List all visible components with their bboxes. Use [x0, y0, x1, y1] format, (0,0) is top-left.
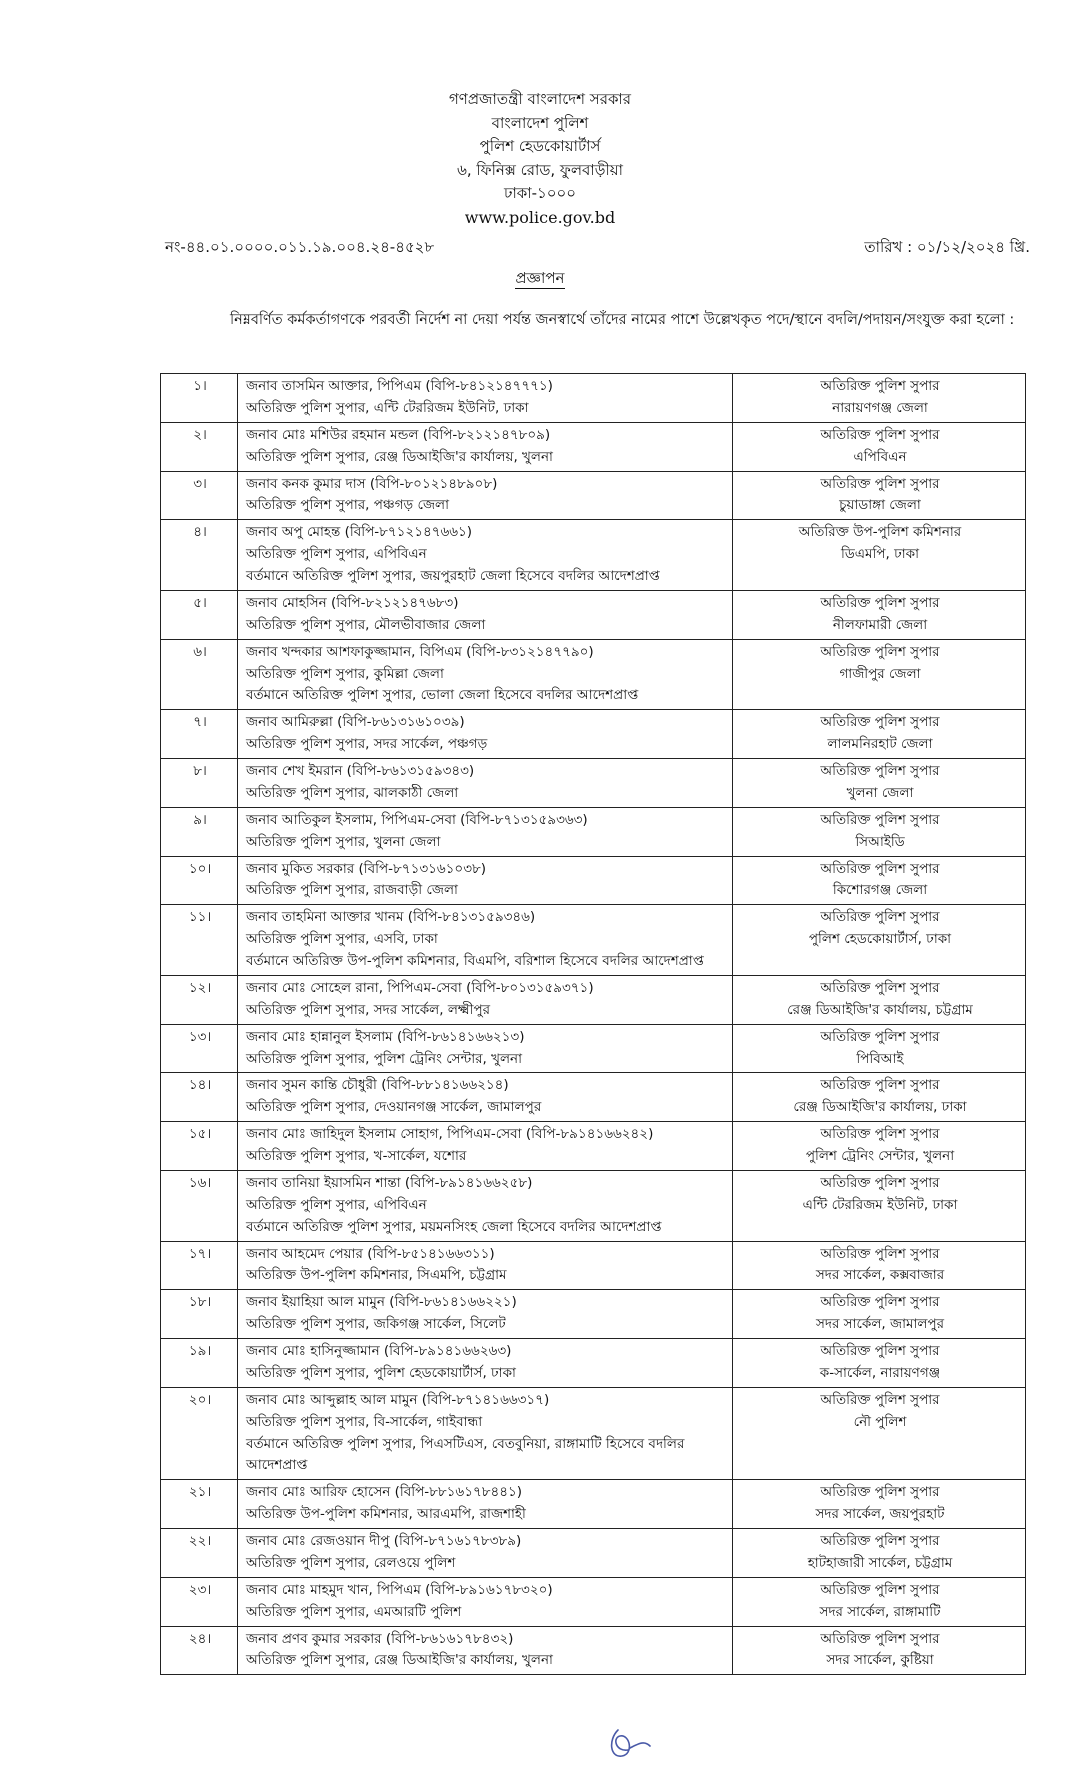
- new-post-title: অতিরিক্ত পুলিশ সুপার: [820, 378, 940, 394]
- officer-details: [238, 422, 733, 471]
- officer-name: জনাব আমিরুল্লা (বিপি-৮৬১৩১৬১০৩৯): [246, 714, 465, 731]
- serial-number: ৮।: [161, 759, 238, 808]
- new-posting: [733, 520, 1026, 591]
- serial-number: ৭।: [161, 710, 238, 759]
- officer-note: বর্তমানে অতিরিক্ত পুলিশ সুপার, জয়পুরহাট জেলা হিসেবে বদলির আদেশপ্রাপ্ত: [246, 568, 660, 584]
- new-posting: [733, 1577, 1026, 1626]
- transfer-table: [160, 373, 1026, 1675]
- new-posting: [733, 905, 1026, 976]
- officer-post: অতিরিক্ত পুলিশ সুপার, খুলনা জেলা: [246, 833, 441, 850]
- table-row: [161, 759, 1026, 808]
- officer-post: অতিরিক্ত পুলিশ সুপার, রেলওয়ে পুলিশ: [246, 1554, 456, 1571]
- officer-name: জনাব মোঃ হান্নানুল ইসলাম (বিপি-৮৬১৪১৬৬২১৩): [246, 1028, 525, 1045]
- new-posting: [733, 856, 1026, 905]
- officer-details: [238, 1626, 733, 1675]
- table-row: [161, 1387, 1026, 1480]
- transfer-table-body: [161, 374, 1026, 1675]
- officer-details: [238, 975, 733, 1024]
- new-post-location: হাটহাজারী সার্কেল, চট্টগ্রাম: [807, 1554, 953, 1571]
- new-post-location: লালমনিরহাট জেলা: [827, 736, 933, 753]
- officer-details: [238, 1170, 733, 1241]
- serial-number: ১।: [161, 374, 238, 423]
- new-post-title: অতিরিক্ত পুলিশ সুপার: [820, 860, 940, 877]
- officer-post: অতিরিক্ত পুলিশ সুপার, জকিগঞ্জ সার্কেল, সিলেট: [246, 1316, 506, 1333]
- new-posting: [733, 1170, 1026, 1241]
- officer-post: অতিরিক্ত পুলিশ সুপার, এমআরটি পুলিশ: [246, 1603, 462, 1620]
- new-post-location: সদর সার্কেল, কুষ্টিয়া: [826, 1652, 934, 1669]
- new-post-location: সদর সার্কেল, জামালপুর: [815, 1316, 945, 1333]
- officer-name: জনাব আতিকুল ইসলাম, পিপিএম-সেবা (বিপি-৮৭১৩১৫৯৩৬৩): [246, 811, 588, 828]
- new-post-location: চুয়াডাঙ্গা জেলা: [839, 497, 921, 514]
- table-row: [161, 807, 1026, 856]
- new-post-location: সদর সার্কেল, জয়পুরহাট: [815, 1506, 945, 1523]
- serial-number: ১৬।: [161, 1170, 238, 1241]
- new-post-location: নারায়ণগঞ্জ জেলা: [832, 399, 928, 416]
- officer-name: জনাব শেখ ইমরান (বিপি-৮৬১৩১৫৯৩৪৩): [246, 763, 475, 779]
- new-post-title: অতিরিক্ত পুলিশ সুপার: [820, 763, 940, 779]
- table-row: [161, 422, 1026, 471]
- officer-post: অতিরিক্ত পুলিশ সুপার, পঞ্চগড় জেলা: [246, 497, 450, 514]
- officer-post: অতিরিক্ত পুলিশ সুপার, পুলিশ ট্রেনিং সেন্টার, খুলনা: [246, 1050, 523, 1067]
- officer-note: বর্তমানে অতিরিক্ত পুলিশ সুপার, পিএসটিএস, বেতবুনিয়া, রাঙ্গামাটি হিসেবে বদলির আদেশপ্রাপ্ত: [246, 1435, 685, 1474]
- new-post-title: অতিরিক্ত পুলিশ সুপার: [820, 1294, 940, 1311]
- serial-number: ৫।: [161, 590, 238, 639]
- table-row: [161, 1290, 1026, 1339]
- officer-name: জনাব মোঃ সোহেল রানা, পিপিএম-সেবা (বিপি-৮০১৩১৫৯৩৭১): [246, 979, 594, 996]
- serial-number: ৬।: [161, 639, 238, 710]
- officer-post: অতিরিক্ত পুলিশ সুপার, মৌলভীবাজার জেলা: [246, 616, 486, 633]
- officer-name: জনাব তাহমিনা আক্তার খানম (বিপি-৮৪১৩১৫৯৩৪৬): [246, 909, 536, 926]
- table-row: [161, 1529, 1026, 1578]
- new-posting: [733, 590, 1026, 639]
- new-post-location: ডিএমপি, ঢাকা: [840, 546, 920, 563]
- officer-name: জনাব মোঃ মশিউর রহমান মন্ডল (বিপি-৮২১২১৪৭৮০৯): [246, 426, 551, 443]
- new-posting: [733, 1480, 1026, 1529]
- new-post-location: নৌ পুলিশ: [853, 1413, 907, 1430]
- officer-details: [238, 1024, 733, 1073]
- table-row: [161, 639, 1026, 710]
- table-row: [161, 471, 1026, 520]
- new-post-title: অতিরিক্ত পুলিশ সুপার: [820, 1028, 940, 1045]
- officer-details: [238, 1339, 733, 1388]
- new-posting: [733, 1073, 1026, 1122]
- new-post-location: পুলিশ হেডকোয়ার্টার্স, ঢাকা: [808, 931, 952, 948]
- new-posting: [733, 422, 1026, 471]
- serial-number: ১৩।: [161, 1024, 238, 1073]
- officer-details: [238, 905, 733, 976]
- table-row: [161, 856, 1026, 905]
- officer-name: জনাব অপু মোহন্ত (বিপি-৮৭১২১৪৭৬৬১): [246, 524, 473, 541]
- serial-number: ২৩।: [161, 1577, 238, 1626]
- officer-name: জনাব খন্দকার আশফাকুজ্জামান, বিপিএম (বিপি-৮৩১২১৪৭৭৯০): [246, 643, 594, 660]
- website-link[interactable]: www.police.gov.bd: [464, 207, 616, 227]
- officer-note: বর্তমানে অতিরিক্ত উপ-পুলিশ কমিশনার, বিএমপি, বরিশাল হিসেবে বদলির আদেশপ্রাপ্ত: [246, 953, 704, 969]
- officer-post: অতিরিক্ত উপ-পুলিশ কমিশনার, সিএমপি, চট্টগ্রাম: [246, 1267, 507, 1284]
- officer-name: জনাব তানিয়া ইয়াসমিন শান্তা (বিপি-৮৯১৪১৬৬২৫৮): [246, 1174, 533, 1191]
- govt-title: গণপ্রজাতন্ত্রী বাংলাদেশ সরকার: [448, 90, 632, 108]
- new-posting: [733, 1529, 1026, 1578]
- new-post-location: ক-সার্কেল, নারায়ণগঞ্জ: [819, 1364, 941, 1381]
- serial-number: ৩।: [161, 471, 238, 520]
- new-post-title: অতিরিক্ত পুলিশ সুপার: [820, 1174, 940, 1191]
- new-post-location: রেঞ্জ ডিআইজি'র কার্যালয়, চট্টগ্রাম: [787, 1001, 973, 1018]
- new-posting: [733, 1290, 1026, 1339]
- city-line: ঢাকা-১০০০: [503, 184, 577, 202]
- new-post-location: পুলিশ ট্রেনিং সেন্টার, খুলনা: [805, 1148, 955, 1164]
- new-post-title: অতিরিক্ত পুলিশ সুপার: [820, 1077, 940, 1094]
- new-posting: [733, 1339, 1026, 1388]
- letterhead: [0, 88, 1080, 229]
- officer-post: অতিরিক্ত পুলিশ সুপার, দেওয়ানগঞ্জ সার্কেল, জামালপুর: [246, 1099, 542, 1116]
- memo-number: নং-৪৪.০১.০০০০.০১১.১৯.০০৪.২৪-৪৫২৮: [165, 238, 435, 256]
- new-post-title: অতিরিক্ত পুলিশ সুপার: [820, 1484, 940, 1501]
- office-title: পুলিশ হেডকোয়ার্টার্স: [479, 137, 601, 155]
- officer-post: অতিরিক্ত পুলিশ সুপার, এপিবিএন: [246, 1196, 427, 1213]
- officer-post: অতিরিক্ত পুলিশ সুপার, রেঞ্জ ডিআইজি'র কার্যালয়, খুলনা: [246, 448, 553, 465]
- table-row: [161, 975, 1026, 1024]
- new-posting: [733, 807, 1026, 856]
- new-post-title: অতিরিক্ত পুলিশ সুপার: [820, 1245, 940, 1262]
- new-posting: [733, 374, 1026, 423]
- officer-name: জনাব মোঃ জাহিদুল ইসলাম সোহাগ, পিপিএম-সেবা (বিপি-৮৯১৪১৬৬২৪২): [246, 1126, 654, 1143]
- new-post-title: অতিরিক্ত পুলিশ সুপার: [820, 426, 940, 443]
- officer-note: বর্তমানে অতিরিক্ত পুলিশ সুপার, ভোলা জেলা হিসেবে বদলির আদেশপ্রাপ্ত: [246, 687, 639, 704]
- table-row: [161, 1024, 1026, 1073]
- serial-number: ১৫।: [161, 1122, 238, 1171]
- new-posting: [733, 471, 1026, 520]
- new-posting: [733, 1122, 1026, 1171]
- officer-details: [238, 1529, 733, 1578]
- new-post-title: অতিরিক্ত পুলিশ সুপার: [820, 1343, 940, 1359]
- new-post-location: সদর সার্কেল, কক্সবাজার: [815, 1267, 945, 1284]
- officer-post: অতিরিক্ত পুলিশ সুপার, ঝালকাঠী জেলা: [246, 784, 459, 801]
- new-posting: [733, 639, 1026, 710]
- officer-details: [238, 374, 733, 423]
- new-post-title: অতিরিক্ত পুলিশ সুপার: [820, 1126, 940, 1143]
- officer-post: অতিরিক্ত পুলিশ সুপার, কুমিল্লা জেলা: [246, 665, 444, 682]
- serial-number: ১২।: [161, 975, 238, 1024]
- officer-name: জনাব আহমেদ পেয়ার (বিপি-৮৫১৪১৬৬৩১১): [246, 1245, 495, 1262]
- officer-post: অতিরিক্ত পুলিশ সুপার, রাজবাড়ী জেলা: [246, 882, 458, 899]
- new-posting: [733, 1024, 1026, 1073]
- new-post-title: অতিরিক্ত পুলিশ সুপার: [820, 1391, 940, 1408]
- new-post-location: গাজীপুর জেলা: [839, 665, 921, 682]
- new-post-title: অতিরিক্ত পুলিশ সুপার: [820, 643, 940, 660]
- serial-number: ২১।: [161, 1480, 238, 1529]
- new-posting: [733, 710, 1026, 759]
- new-post-location: রেঞ্জ ডিআইজি'র কার্যালয়, ঢাকা: [793, 1099, 967, 1116]
- address-line: ৬, ফিনিক্স রোড, ফুলবাড়ীয়া: [457, 160, 623, 179]
- new-post-location: এপিবিএন: [853, 448, 907, 465]
- officer-post: অতিরিক্ত পুলিশ সুপার, বি-সার্কেল, গাইবান্ধা: [246, 1413, 483, 1430]
- officer-post: অতিরিক্ত পুলিশ সুপার, রেঞ্জ ডিআইজি'র কার্যালয়, খুলনা: [246, 1652, 553, 1669]
- officer-details: [238, 1387, 733, 1480]
- new-post-title: অতিরিক্ত পুলিশ সুপার: [820, 714, 940, 731]
- officer-details: [238, 520, 733, 591]
- new-post-location: সদর সার্কেল, রাঙ্গামাটি: [819, 1603, 941, 1620]
- officer-details: [238, 471, 733, 520]
- new-post-title: অতিরিক্ত পুলিশ সুপার: [820, 1630, 940, 1647]
- officer-post: অতিরিক্ত পুলিশ সুপার, পুলিশ হেডকোয়ার্টার্স, ঢাকা: [246, 1364, 516, 1381]
- notice-heading-text: প্রজ্ঞাপন: [515, 269, 565, 287]
- new-post-location: পিবিআই: [856, 1050, 904, 1067]
- notice-heading: [0, 267, 1080, 292]
- serial-number: ২২।: [161, 1529, 238, 1578]
- new-post-title: অতিরিক্ত পুলিশ সুপার: [820, 1581, 940, 1598]
- officer-details: [238, 1122, 733, 1171]
- officer-details: [238, 710, 733, 759]
- new-post-location: খুলনা জেলা: [846, 784, 914, 801]
- new-posting: [733, 759, 1026, 808]
- serial-number: ১০।: [161, 856, 238, 905]
- new-posting: [733, 1626, 1026, 1675]
- officer-details: [238, 639, 733, 710]
- table-row: [161, 374, 1026, 423]
- officer-details: [238, 807, 733, 856]
- table-row: [161, 1122, 1026, 1171]
- officer-details: [238, 1073, 733, 1122]
- table-row: [161, 1073, 1026, 1122]
- memo-date: তারিখ : ০১/১২/২০২৪ খ্রি.: [864, 238, 1030, 256]
- new-posting: [733, 1241, 1026, 1290]
- serial-number: ২৪।: [161, 1626, 238, 1675]
- officer-name: জনাব মুকিত সরকার (বিপি-৮৭১৩১৬১০৩৮): [246, 860, 486, 877]
- new-post-location: এন্টি টেররিজম ইউনিট, ঢাকা: [802, 1196, 958, 1213]
- new-post-location: সিআইডি: [855, 833, 905, 850]
- serial-number: ১৭।: [161, 1241, 238, 1290]
- dept-title: বাংলাদেশ পুলিশ: [491, 113, 589, 132]
- new-post-title: অতিরিক্ত পুলিশ সুপার: [820, 475, 940, 492]
- officer-post: অতিরিক্ত পুলিশ সুপার, সদর সার্কেল, লক্ষ্মীপুর: [246, 1001, 491, 1018]
- new-post-location: কিশোরগঞ্জ জেলা: [832, 882, 928, 899]
- officer-details: [238, 1241, 733, 1290]
- signature-mark: [600, 1720, 660, 1765]
- serial-number: ১১।: [161, 905, 238, 976]
- officer-name: জনাব মোঃ মাহমুদ খান, পিপিএম (বিপি-৮৯১৬১৭৮৩২০): [246, 1581, 553, 1598]
- officer-post: অতিরিক্ত পুলিশ সুপার, এপিবিএন: [246, 546, 427, 563]
- table-row: [161, 1577, 1026, 1626]
- officer-details: [238, 856, 733, 905]
- officer-details: [238, 759, 733, 808]
- new-post-title: অতিরিক্ত পুলিশ সুপার: [820, 979, 940, 996]
- serial-number: ১৮।: [161, 1290, 238, 1339]
- intro-paragraph: নিম্নবর্ণিত কর্মকর্তাগণকে পরবর্তী নির্দেশ না দেয়া পর্যন্ত জনস্বার্থে তাঁদের নামের পাশে উল্লেখকৃত পদে/স্থানে বদলি/পদায়ন/সংযুক্ত করা হলো :: [230, 312, 1015, 328]
- new-post-title: অতিরিক্ত পুলিশ সুপার: [820, 1533, 940, 1549]
- officer-post: অতিরিক্ত পুলিশ সুপার, এসবি, ঢাকা: [246, 931, 438, 948]
- officer-details: [238, 1577, 733, 1626]
- officer-name: জনাব মোঃ আরিফ হোসেন (বিপি-৮৮১৬১৭৮৪৪১): [246, 1484, 523, 1501]
- officer-name: জনাব মোঃ হাসিনুজ্জামান (বিপি-৮৯১৪১৬৬২৬৩): [246, 1343, 512, 1359]
- new-post-title: অতিরিক্ত পুলিশ সুপার: [820, 811, 940, 828]
- table-row: [161, 520, 1026, 591]
- new-posting: [733, 975, 1026, 1024]
- officer-note: বর্তমানে অতিরিক্ত পুলিশ সুপার, ময়মনসিংহ জেলা হিসেবে বদলির আদেশপ্রাপ্ত: [246, 1218, 662, 1235]
- officer-name: জনাব প্রণব কুমার সরকার (বিপি-৮৬১৬১৭৮৪৩২): [246, 1630, 514, 1647]
- new-post-location: নীলফামারী জেলা: [832, 616, 928, 633]
- serial-number: ১৪।: [161, 1073, 238, 1122]
- officer-post: অতিরিক্ত উপ-পুলিশ কমিশনার, আরএমপি, রাজশাহী: [246, 1506, 526, 1523]
- new-post-title: অতিরিক্ত পুলিশ সুপার: [820, 594, 940, 611]
- table-row: [161, 1241, 1026, 1290]
- officer-post: অতিরিক্ত পুলিশ সুপার, সদর সার্কেল, পঞ্চগড়: [246, 736, 488, 753]
- officer-name: জনাব মোহসিন (বিপি-৮২১২১৪৭৬৮৩): [246, 594, 459, 611]
- table-row: [161, 1626, 1026, 1675]
- new-posting: [733, 1387, 1026, 1480]
- table-row: [161, 1170, 1026, 1241]
- serial-number: ২।: [161, 422, 238, 471]
- serial-number: ৪।: [161, 520, 238, 591]
- new-post-title: অতিরিক্ত পুলিশ সুপার: [820, 909, 940, 926]
- officer-post: অতিরিক্ত পুলিশ সুপার, খ-সার্কেল, যশোর: [246, 1148, 467, 1164]
- serial-number: ৯।: [161, 807, 238, 856]
- officer-post: অতিরিক্ত পুলিশ সুপার, এন্টি টেররিজম ইউনিট, ঢাকা: [246, 399, 529, 416]
- officer-details: [238, 1290, 733, 1339]
- officer-name: জনাব মোঃ রেজওয়ান দীপু (বিপি-৮৭১৬১৭৮৩৮৯): [246, 1533, 522, 1549]
- serial-number: ১৯।: [161, 1339, 238, 1388]
- new-post-title: অতিরিক্ত উপ-পুলিশ কমিশনার: [798, 524, 962, 541]
- officer-name: জনাব তাসমিন আক্তার, পিপিএম (বিপি-৮৪১২১৪৭৭৭১): [246, 378, 553, 394]
- officer-details: [238, 590, 733, 639]
- table-row: [161, 1339, 1026, 1388]
- officer-name: জনাব মোঃ আব্দুল্লাহ আল মামুন (বিপি-৮৭১৪১৬৬৩১৭): [246, 1391, 550, 1408]
- table-row: [161, 590, 1026, 639]
- table-row: [161, 905, 1026, 976]
- serial-number: ২০।: [161, 1387, 238, 1480]
- officer-details: [238, 1480, 733, 1529]
- table-row: [161, 710, 1026, 759]
- table-row: [161, 1480, 1026, 1529]
- officer-name: জনাব ইয়াহিয়া আল মামুন (বিপি-৮৬১৪১৬৬২২১): [246, 1294, 517, 1311]
- officer-name: জনাব কনক কুমার দাস (বিপি-৮০১২১৪৮৯০৮): [246, 475, 498, 492]
- officer-name: জনাব সুমন কান্তি চৌধুরী (বিপি-৮৮১৪১৬৬২১৪): [246, 1077, 509, 1094]
